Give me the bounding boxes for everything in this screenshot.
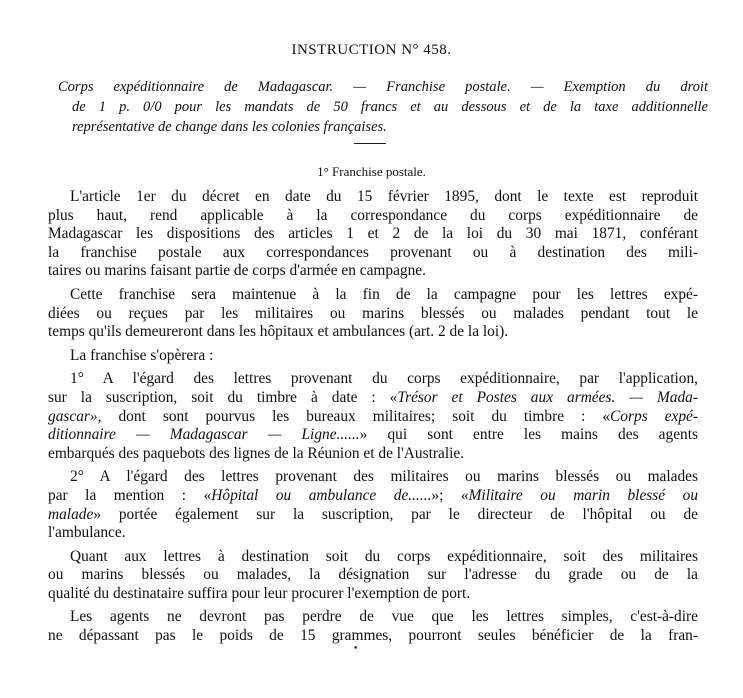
body-text: [48, 188, 698, 651]
instruction-title: INSTRUCTION N° 458.: [291, 42, 452, 58]
paragraph-2: [48, 286, 698, 342]
paragraph-7: [48, 608, 698, 645]
text-run: sur la suscription, soit du timbre à date : «: [48, 388, 398, 406]
subject-summary: [58, 77, 708, 137]
text-line: Les agents ne devront pas perdre de vue que les lettres simples, c'est-à-dire: [70, 608, 698, 626]
text-line: [48, 426, 698, 445]
text-line: [48, 408, 698, 427]
text-run: »; «: [431, 486, 469, 504]
text-line: Cette franchise sera maintenue à la fin de la campagne pour les lettres expé-: [70, 285, 698, 303]
text-line: ne dépassant pas le poids de 15 grammes, pourront seules bénéficier de la fran-: [48, 627, 698, 645]
text-line: taires ou marins faisant partie de corps d'armée en campagne.: [48, 262, 426, 280]
section-heading: 1° Franchise postale.: [317, 164, 426, 179]
mention-text: Militaire ou marin blessé ou: [468, 486, 699, 504]
text-line: Madagascar les dispositions des articles 1 et 2 de la loi du 30 mai 1871, conférant: [48, 225, 698, 243]
text-line: La franchise s'opèrera :: [70, 346, 214, 364]
subject-line: de 1 p. 0/0 pour les mandats de 50 francs et au dessous et de la taxe additionnelle: [72, 99, 708, 115]
text-line: diées ou reçues par les militaires ou marins blessés ou malades pendant tout le: [48, 304, 698, 322]
text-run: » portée également sur la suscription, par le directeur de l'hôpital ou de: [93, 505, 698, 523]
text-line: [48, 389, 698, 408]
stamp-text: Corps expé-: [610, 407, 699, 425]
stamp-text: gascar»: [48, 407, 98, 425]
text-line: ou marins blessés ou malades, la désignation sur l'adresse du grade ou de la: [48, 566, 698, 584]
mention-text: Hôpital ou ambulance de......: [211, 486, 432, 504]
paragraph-1: [48, 188, 698, 281]
paragraph-5: [48, 468, 698, 542]
signature-mark: •: [353, 644, 359, 654]
text-run: par la mention : «: [48, 486, 212, 504]
paragraph-4: [48, 370, 698, 463]
text-line: temps qu'ils demeureront dans les hôpitaux et ambulances (art. 2 de la loi).: [48, 323, 509, 341]
stamp-text: ditionnaire — Madagascar — Ligne......: [48, 426, 360, 444]
paragraph-6: [48, 548, 698, 604]
stamp-text: Trésor et Postes aux armées. — Mada-: [397, 388, 698, 406]
text-line: plus haut, rend applicable à la correspondance du corps expéditionnaire de: [48, 206, 698, 224]
mention-text: malade: [48, 505, 94, 523]
separator-rule: [354, 143, 386, 144]
text-line: l'ambulance.: [48, 524, 126, 542]
subject-line: représentative de change dans les colonies françaises.: [72, 119, 387, 135]
subject-line: Corps expéditionnaire de Madagascar. — Franchise postale. — Exemption du droit: [58, 79, 708, 95]
text-line: la franchise postale aux correspondances provenant ou à destination des mili-: [48, 243, 698, 261]
paragraph-3: [48, 347, 698, 366]
text-line: qualité du destinataire suffira pour leur procurer l'exemption de port.: [48, 584, 471, 602]
text-line: [48, 487, 698, 506]
text-line: 1° A l'égard des lettres provenant du corps expéditionnaire, par l'application,: [70, 370, 698, 388]
text-line: embarqués des paquebots des lignes de la Réunion et de l'Australie.: [48, 444, 465, 462]
text-run: » qui sont entre les mains des agents: [359, 426, 698, 444]
text-line: L'article 1er du décret en date du 15 février 1895, dont le texte est reproduit: [70, 188, 698, 205]
text-line: Quant aux lettres à destination soit du corps expéditionnaire, soit des militaires: [70, 547, 698, 565]
text-run: , dont sont pourvus les bureaux militaires; soit du timbre : «: [97, 407, 611, 425]
text-line: [48, 506, 698, 525]
text-line: 2° A l'égard des lettres provenant des militaires ou marins blessés ou malades: [70, 468, 698, 486]
